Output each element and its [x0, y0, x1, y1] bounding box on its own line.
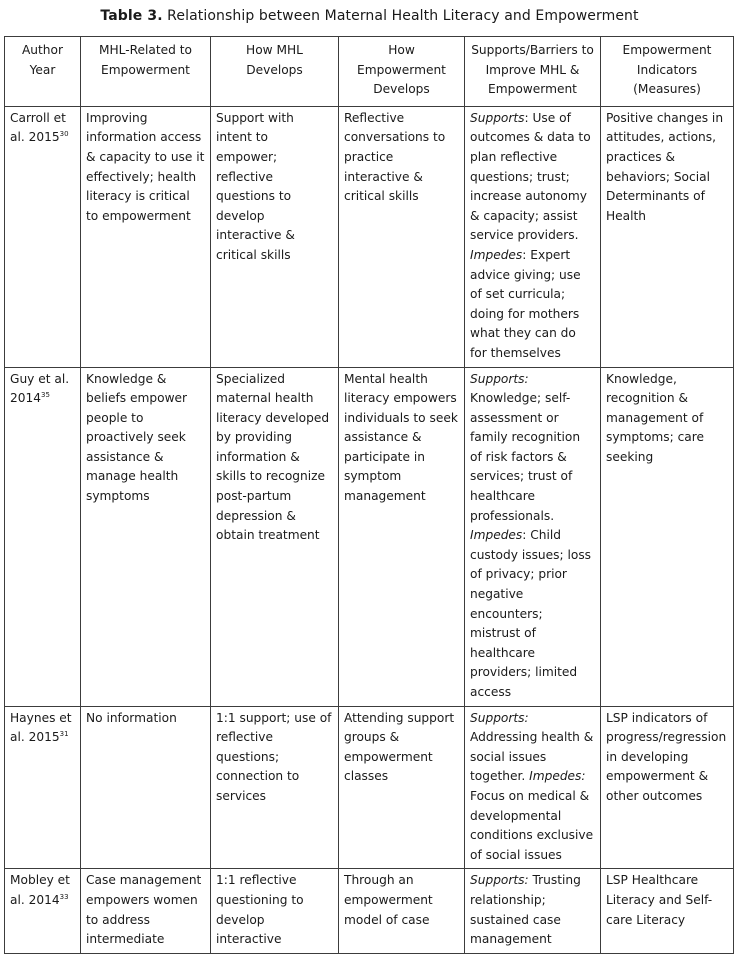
- impedes-label: Impedes: [470, 247, 523, 262]
- cell-how-mhl: 1:1 reflective questioning to develop interactive: [211, 869, 339, 953]
- supports-text: : Use of outcomes & data to plan reflective questions; trust; increase autonomy & capacity; assist service providers.: [470, 110, 591, 243]
- author-text: Mobley et al. 2014: [10, 873, 70, 907]
- cell-how-mhl: Support with intent to empower; reflective questions to develop interactive & critical skills: [211, 106, 339, 367]
- supports-label: Supports: [470, 110, 525, 125]
- cell-indicators: LSP Healthcare Literacy and Self-care Literacy: [601, 869, 734, 953]
- cell-indicators: Positive changes in attitudes, actions, practices & behaviors; Social Determinants of Health: [601, 106, 734, 367]
- cell-author: [5, 869, 81, 953]
- header-supports-barriers: Supports/Barriers to Improve MHL & Empowerment: [465, 37, 601, 107]
- table-caption-text: Relationship between Maternal Health Literacy and Empowerment: [162, 8, 639, 24]
- table-row: [5, 367, 734, 706]
- table-row: [5, 106, 734, 367]
- cell-supports-barriers: [465, 106, 601, 367]
- impedes-text: : Child custody issues; loss of privacy; prior negative encounters; mistrust of healthcare providers; limited access: [470, 528, 592, 699]
- cell-how-empowerment: Reflective conversations to practice interactive & critical skills: [339, 106, 465, 367]
- cell-mhl-related: Case management empowers women to address intermediate: [81, 869, 211, 953]
- cell-how-mhl: Specialized maternal health literacy developed by providing information & skills to recognize post-partum depression & obtain treatment: [211, 367, 339, 706]
- header-author-year: Author Year: [5, 37, 81, 107]
- author-text: Carroll et al. 2015: [10, 110, 66, 145]
- cell-author: [5, 706, 81, 869]
- cell-how-empowerment: Attending support groups & empowerment classes: [339, 706, 465, 869]
- supports-label: Supports:: [470, 710, 529, 725]
- table-caption-label: Table 3.: [100, 8, 163, 24]
- cell-indicators: LSP indicators of progress/regression in developing empowerment & other outcomes: [601, 706, 734, 869]
- table-header-row: [5, 37, 734, 107]
- table-caption: [0, 8, 739, 24]
- reference-number: 30: [59, 130, 69, 139]
- supports-label: Supports:: [470, 873, 529, 888]
- cell-author: [5, 367, 81, 706]
- author-text: Haynes et al. 2015: [10, 710, 72, 745]
- author-text: Guy et al. 2014: [10, 371, 70, 406]
- cell-mhl-related: Knowledge & beliefs empower people to proactively seek assistance & manage health symptoms: [81, 367, 211, 706]
- cell-author: [5, 106, 81, 367]
- header-how-empowerment-develops: How Empowerment Develops: [339, 37, 465, 107]
- supports-text: Trusting relationship; sustained case management: [470, 873, 581, 947]
- header-empowerment-indicators: Empowerment Indicators (Measures): [601, 37, 734, 107]
- cell-supports-barriers: [465, 367, 601, 706]
- empowerment-table: [4, 36, 734, 954]
- cell-mhl-related: No information: [81, 706, 211, 869]
- supports-text: Addressing health & social issues together.: [470, 730, 594, 784]
- impedes-label: Impedes:: [529, 769, 586, 784]
- impedes-label: Impedes: [470, 528, 523, 543]
- cell-how-empowerment: Mental health literacy empowers individuals to seek assistance & participate in symptom management: [339, 367, 465, 706]
- cell-supports-barriers: [465, 869, 601, 953]
- impedes-text: : Expert advice giving; use of set curricula; doing for mothers what they can do for themselves: [470, 247, 581, 360]
- reference-number: 31: [59, 730, 69, 739]
- supports-text: Knowledge; self-assessment or family recognition of risk factors & services; trust of healthcare professionals.: [470, 391, 581, 523]
- header-how-mhl-develops: How MHL Develops: [211, 37, 339, 107]
- supports-label: Supports:: [470, 371, 529, 386]
- table-row: [5, 706, 734, 869]
- cell-mhl-related: Improving information access & capacity to use it effectively; health literacy is critical to empowerment: [81, 106, 211, 367]
- reference-number: 35: [41, 391, 50, 400]
- cell-indicators: Knowledge, recognition & management of symptoms; care seeking: [601, 367, 734, 706]
- reference-number: 33: [59, 892, 69, 901]
- cell-how-mhl: 1:1 support; use of reflective questions; connection to services: [211, 706, 339, 869]
- cell-supports-barriers: [465, 706, 601, 869]
- cell-how-empowerment: Through an empowerment model of case: [339, 869, 465, 953]
- impedes-text: Focus on medical & developmental conditions exclusive of social issues: [470, 788, 594, 862]
- header-mhl-related: MHL-Related to Empowerment: [81, 37, 211, 107]
- table-row: [5, 869, 734, 953]
